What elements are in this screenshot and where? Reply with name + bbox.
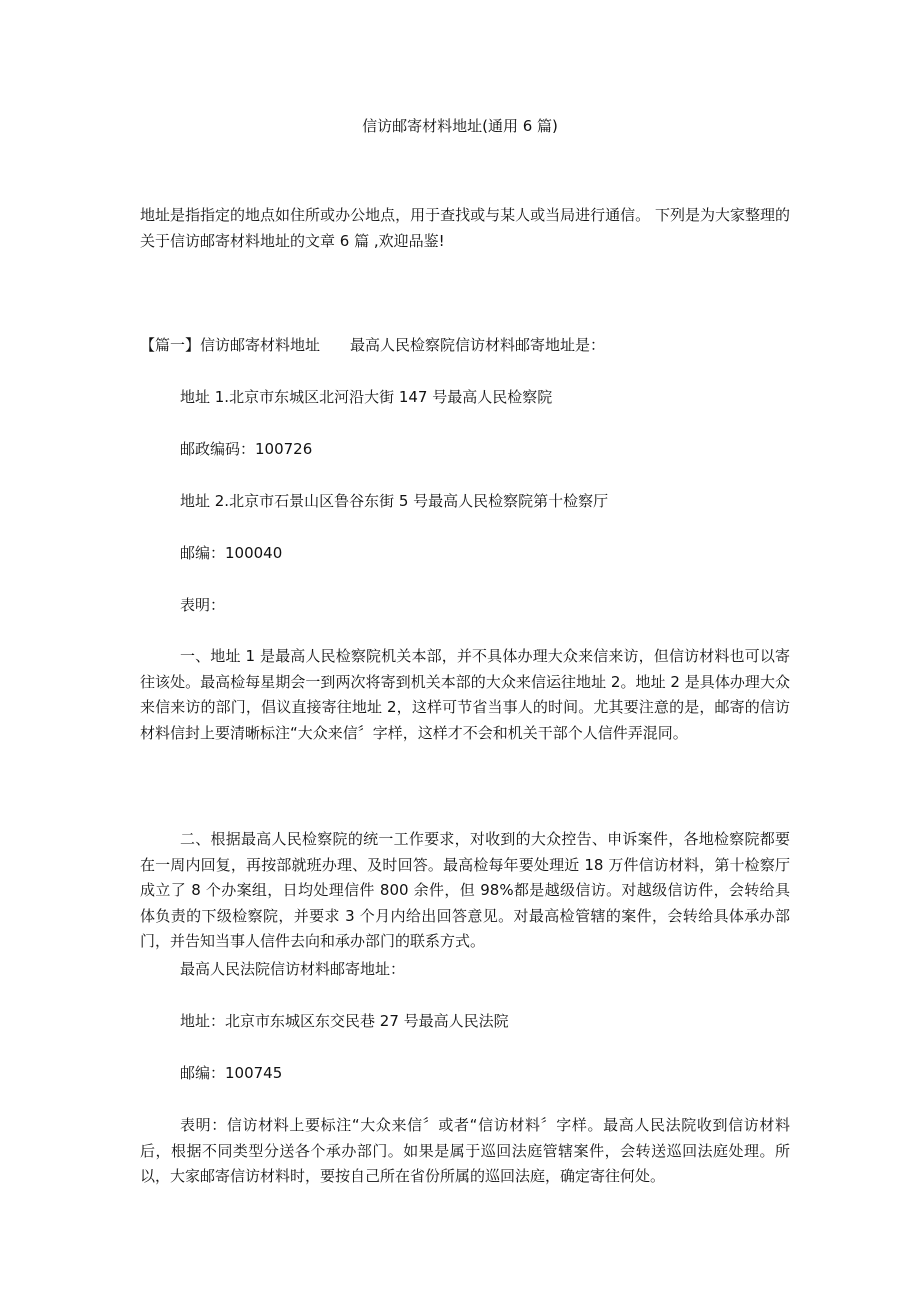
- document-title: 信访邮寄材料地址(通用 6 篇): [362, 117, 558, 135]
- supreme-court-note: 表明：信访材料上要标注“大众来信〞或者“信访材料〞字样。最高人民法院收到信访材料后，根据不同类型分送各个承办部门。如果是属于巡回法庭管辖案件，会转送巡回法庭处理。所以，大家邮寄信访材料时，要按自己所在省份所属的巡回法庭，确定寄往何处。: [140, 1116, 790, 1185]
- supreme-court-lead: 最高人民法院信访材料邮寄地址：: [180, 960, 406, 978]
- intro-paragraph: 地址是指指定的地点如住所或办公地点，用于查找或与某人或当局进行通信。 下列是为大家整理的关于信访邮寄材料地址的文章 6 篇 ,欢迎品鉴!: [140, 206, 790, 250]
- procuratorate-postcode-1: 邮政编码：100726: [180, 440, 313, 458]
- procuratorate-address-1: 地址 1.北京市东城区北河沿大街 147 号最高人民检察院: [180, 388, 553, 406]
- chapter-one-label: 【篇一】信访邮寄材料地址: [140, 336, 321, 354]
- note-paragraph-2: 二、根据最高人民检察院的统一工作要求，对收到的大众控告、申诉案件，各地检察院都要在一周内回复，再按部就班办理、及时回答。最高检每年要处理近 18 万件信访材料，第十检察厅成立了 8 个办案组，日均处理信件 800 余件，但 98%都是越级信访。对越级信访件，会转给具体负责的下级检察院，并要求 3 个月内给出回答意见。对最高检管辖的案件，会转给具体承办部门，并告知当事人信件去向和承办部门的联系方式。: [140, 830, 790, 950]
- chapter-one-lead: 最高人民检察院信访材料邮寄地址是：: [350, 336, 606, 354]
- procuratorate-address-2: 地址 2.北京市石景山区鲁谷东街 5 号最高人民检察院第十检察厅: [180, 492, 609, 510]
- supreme-court-postcode: 邮编：100745: [180, 1064, 283, 1082]
- chapter-one-heading: [140, 334, 605, 356]
- note-paragraph-1: 一、地址 1 是最高人民检察院机关本部，并不具体办理大众来信来访，但信访材料也可以寄往该处。最高检每星期会一到两次将寄到机关本部的大众来信运往地址 2。地址 2 是具体办理大众来信来访的部门，倡议直接寄往地址 2，这样可节省当事人的时间。尤其要注意的是，邮寄的信访材料信封上要清晰标注“大众来信〞字样，这样才不会和机关干部个人信件弄混同。: [140, 647, 790, 742]
- note-label: 表明：: [180, 596, 226, 614]
- procuratorate-postcode-2: 邮编：100040: [180, 544, 283, 562]
- supreme-court-address: 地址：北京市东城区东交民巷 27 号最高人民法院: [180, 1012, 509, 1030]
